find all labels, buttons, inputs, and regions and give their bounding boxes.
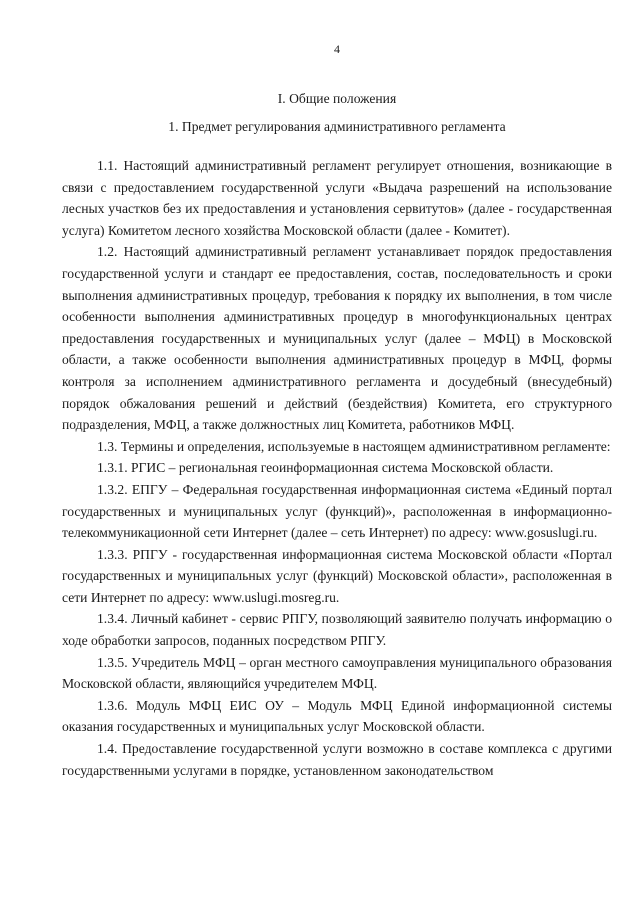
page-number: 4 [334, 42, 340, 56]
paragraph-1-3-3: 1.3.3. РПГУ - государственная информационная система Московской области «Портал государственных и муниципальных услуг (функций) Московской области», расположенная в сети Интернет по адресу: www.uslugi.mosreg.ru. [62, 546, 612, 605]
paragraph-1-3-2: 1.3.2. ЕПГУ – Федеральная государственная информационная система «Единый портал государственных и муниципальных услуг (функций)», расположенная в информационно-телекоммуникационной сети Интернет (далее – сеть Интернет) по адресу: www.gosuslugi.ru. [62, 481, 612, 541]
paragraph-1-3-5: 1.3.5. Учредитель МФЦ – орган местного самоуправления муниципального образования Московской области, являющийся учредителем МФЦ. [62, 654, 612, 692]
paragraph-1-4: 1.4. Предоставление государственной услуги возможно в составе комплекса с другими государственными услугами в порядке, установленном законодательством [62, 741, 612, 778]
subsection-title: 1. Предмет регулирования административного регламента [168, 119, 506, 134]
paragraph-1-3-4: 1.3.4. Личный кабинет - сервис РПГУ, позволяющий заявителю получать информацию о ходе обработки запросов, поданных посредством РПГУ. [62, 611, 612, 649]
paragraph-1-1: 1.1. Настоящий административный регламент регулирует отношения, возникающие в связи с предоставлением государственной услуги «Выдача разрешений на использование лесных участков без их предоставления и установления сервитутов» (далее - государственная услуга) Комитетом лесного хозяйства Московской области (далее - Комитет). [62, 158, 612, 238]
section-title: I. Общие положения [277, 91, 397, 106]
paragraph-1-2: 1.2. Настоящий административный регламент устанавливает порядок предоставления государственной услуги и стандарт ее предоставления, состав, последовательность и сроки выполнения административных процедур, требования к порядку их выполнения, в том числе особенности выполнения административных процедур в многофункциональных центрах предоставления государственных и муниципальных услуг (далее – МФЦ) в Московской области, а также особенности выполнения административных процедур в МФЦ, формы контроля за исполнением административного регламента и досудебный (внесудебный) порядок обжалования решений и действий (бездействия) Комитета, его структурного подразделения, МФЦ, а также должностных лиц Комитета, работников МФЦ. [62, 244, 612, 433]
paragraph-1-3-6: 1.3.6. Модуль МФЦ ЕИС ОУ – Модуль МФЦ Единой информационной системы оказания государственных и муниципальных услуг Московской области. [62, 697, 612, 735]
paragraph-1-3-1: 1.3.1. РГИС – региональная геоинформационная система Московской области. [97, 460, 554, 476]
paragraph-1-3: 1.3. Термины и определения, используемые в настоящем административном регламенте: [97, 438, 611, 454]
body-text [62, 155, 612, 781]
